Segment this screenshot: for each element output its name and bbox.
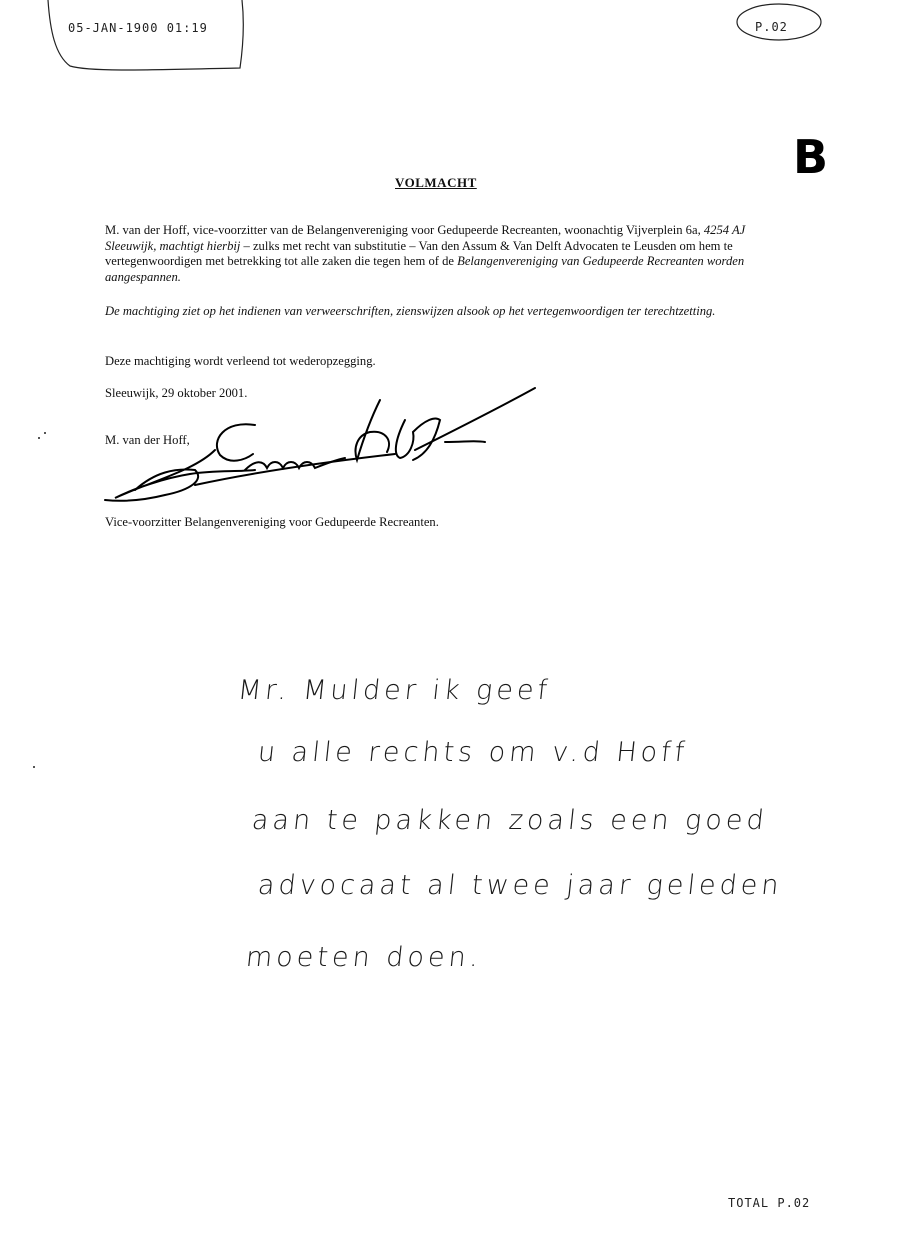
- handwritten-line: moeten doen.: [244, 942, 484, 973]
- fax-total-pages: TOTAL P.02: [728, 1196, 811, 1210]
- scan-speck: [44, 432, 46, 434]
- fax-header-frame: [0, 0, 900, 80]
- signatory-title: Vice-voorzitter Belangenvereniging voor Gedupeerde Recreanten.: [105, 515, 439, 529]
- handwritten-line: aan te pakken zoals een goed: [250, 805, 770, 836]
- scan-speck: [33, 766, 35, 768]
- document-title: VOLMACHT: [395, 175, 477, 190]
- validity-paragraph: Deze machtiging wordt verleend tot wederopzegging.: [105, 354, 376, 368]
- place-date: Sleeuwijk, 29 oktober 2001.: [105, 386, 248, 400]
- fax-page-number: P.02: [755, 20, 788, 34]
- mandate-paragraph: M. van der Hoff, vice-voorzitter van de Belangenvereniging voor Gedupeerde Recreanten, woonachtig Vijverplein 6a, 4254 AJ Sleeuwijk, machtigt hierbij – zulks met recht van substitutie – Van den Assum & Van Delft Advocaten te Leusden om hem te vertegenwoordigen met betrekking tot alle zaken die tegen hem of de Belangenvereniging van Gedupeerde Recreanten worden aangespannen.: [105, 223, 746, 284]
- fax-timestamp: 05-JAN-1900 01:19: [68, 21, 208, 35]
- signature-image: [95, 380, 555, 510]
- handwritten-line: Mr. Mulder ik geef: [236, 675, 553, 706]
- signatory-name: M. van der Hoff,: [105, 433, 190, 447]
- scope-paragraph: De machtiging ziet op het indienen van verweerschriften, zienswijzen alsook op het vertegenwoordigen ter terechtzetting.: [105, 304, 716, 318]
- handwritten-line: u alle rechts om v.d Hoff: [256, 737, 690, 768]
- scan-speck: [38, 437, 40, 439]
- stamp-letter: B: [793, 130, 829, 184]
- handwritten-line: advocaat al twee jaar geleden: [256, 870, 785, 901]
